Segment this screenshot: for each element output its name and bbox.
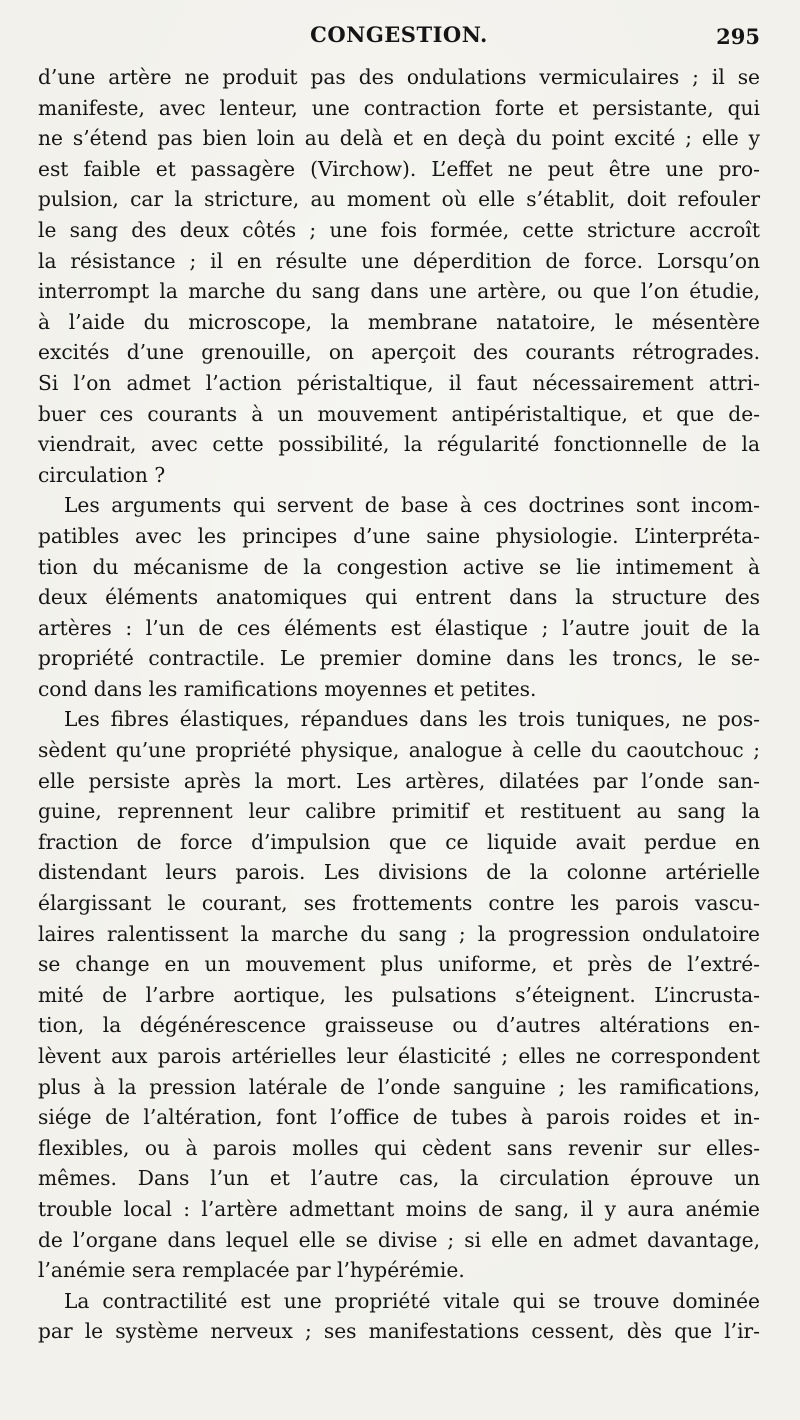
text-line: tion, la dégénérescence graisseuse ou d’autres altérations en- — [38, 1013, 760, 1038]
paragraph — [38, 490, 760, 704]
text-line: mêmes. Dans l’un et l’autre cas, la circulation éprouve un — [38, 1166, 760, 1191]
text-line: ne s’étend pas bien loin au delà et en deçà du point excité ; elle y — [38, 126, 760, 151]
text-line: par le système nerveux ; ses manifestations cessent, dès que l’ir- — [38, 1319, 760, 1344]
running-head — [38, 22, 760, 62]
text-line: élargissant le courant, ses frottements contre les parois vascu- — [38, 891, 760, 916]
text-line: fraction de force d’impulsion que ce liquide avait perdue en — [38, 829, 760, 854]
text-line: se change en un mouvement plus uniforme, et près de l’extré- — [38, 952, 760, 977]
text-line: patibles avec les principes d’une saine physiologie. L’interpréta- — [38, 523, 760, 548]
body-text — [38, 62, 760, 1347]
text-line: buer ces courants à un mouvement antipéristaltique, et que de- — [38, 401, 760, 426]
text-line: cond dans les ramifications moyennes et petites. — [38, 676, 537, 701]
text-line: interrompt la marche du sang dans une artère, ou que l’on étudie, — [38, 279, 760, 304]
text-line: la résistance ; il en résulte une déperdition de force. Lorsqu’on — [38, 248, 760, 273]
text-line: de l’organe dans lequel elle se divise ; si elle en admet davantage, — [38, 1227, 760, 1252]
paragraph — [38, 1286, 760, 1347]
text-line: circulation ? — [38, 462, 166, 487]
text-line: propriété contractile. Le premier domine dans les troncs, le se- — [38, 646, 760, 671]
text-line: sèdent qu’une propriété physique, analogue à celle du caoutchouc ; — [38, 738, 760, 763]
text-line: laires ralentissent la marche du sang ; la progression ondulatoire — [38, 921, 760, 946]
paragraph — [38, 62, 760, 490]
text-line: mité de l’arbre aortique, les pulsations s’éteignent. L’incrusta- — [38, 982, 760, 1007]
text-line: plus à la pression latérale de l’onde sanguine ; les ramifications, — [38, 1074, 760, 1099]
text-line: d’une artère ne produit pas des ondulations vermiculaires ; il se — [38, 65, 760, 89]
text-line: guine, reprennent leur calibre primitif et restituent au sang la — [38, 799, 760, 824]
text-line: siége de l’altération, font l’office de tubes à parois roides et in- — [38, 1105, 760, 1130]
text-line: à l’aide du microscope, la membrane natatoire, le mésentère — [38, 309, 760, 334]
page-number: 295 — [716, 24, 760, 49]
text-line: trouble local : l’artère admettant moins de sang, il y aura anémie — [38, 1196, 760, 1221]
text-line: tion du mécanisme de la congestion active se lie intimement à — [38, 554, 760, 579]
text-line: flexibles, ou à parois molles qui cèdent sans revenir sur elles- — [38, 1135, 760, 1160]
text-line: pulsion, car la stricture, au moment où elle s’établit, doit refouler — [38, 187, 760, 212]
text-line: elle persiste après la mort. Les artères, dilatées par l’onde san- — [38, 768, 760, 793]
text-line: viendrait, avec cette possibilité, la régularité fonctionnelle de la — [38, 432, 760, 457]
text-line: La contractilité est une propriété vitale qui se trouve dominée — [64, 1288, 760, 1313]
text-line: distendant leurs parois. Les divisions de la colonne artérielle — [38, 860, 760, 885]
text-line: Les fibres élastiques, répandues dans les trois tuniques, ne pos- — [64, 707, 760, 732]
paragraph — [38, 704, 760, 1285]
text-line: deux éléments anatomiques qui entrent dans la structure des — [38, 585, 760, 610]
text-line: l’anémie sera remplacée par l’hypérémie. — [38, 1258, 465, 1283]
text-line: Les arguments qui servent de base à ces doctrines sont incom- — [64, 493, 760, 518]
text-line: est faible et passagère (Virchow). L’effet ne peut être une pro- — [38, 156, 760, 181]
text-line: Si l’on admet l’action péristaltique, il faut nécessairement attri- — [38, 370, 760, 395]
text-line: artères : l’un de ces éléments est élastique ; l’autre jouit de la — [38, 615, 760, 640]
text-line: lèvent aux parois artérielles leur élasticité ; elles ne correspondent — [38, 1044, 760, 1068]
text-line: manifeste, avec lenteur, une contraction forte et persistante, qui — [38, 95, 760, 120]
text-line: le sang des deux côtés ; une fois formée, cette stricture accroît — [38, 217, 760, 242]
running-title: CONGESTION. — [310, 22, 488, 47]
text-line: excités d’une grenouille, on aperçoit des courants rétrogrades. — [38, 340, 760, 365]
